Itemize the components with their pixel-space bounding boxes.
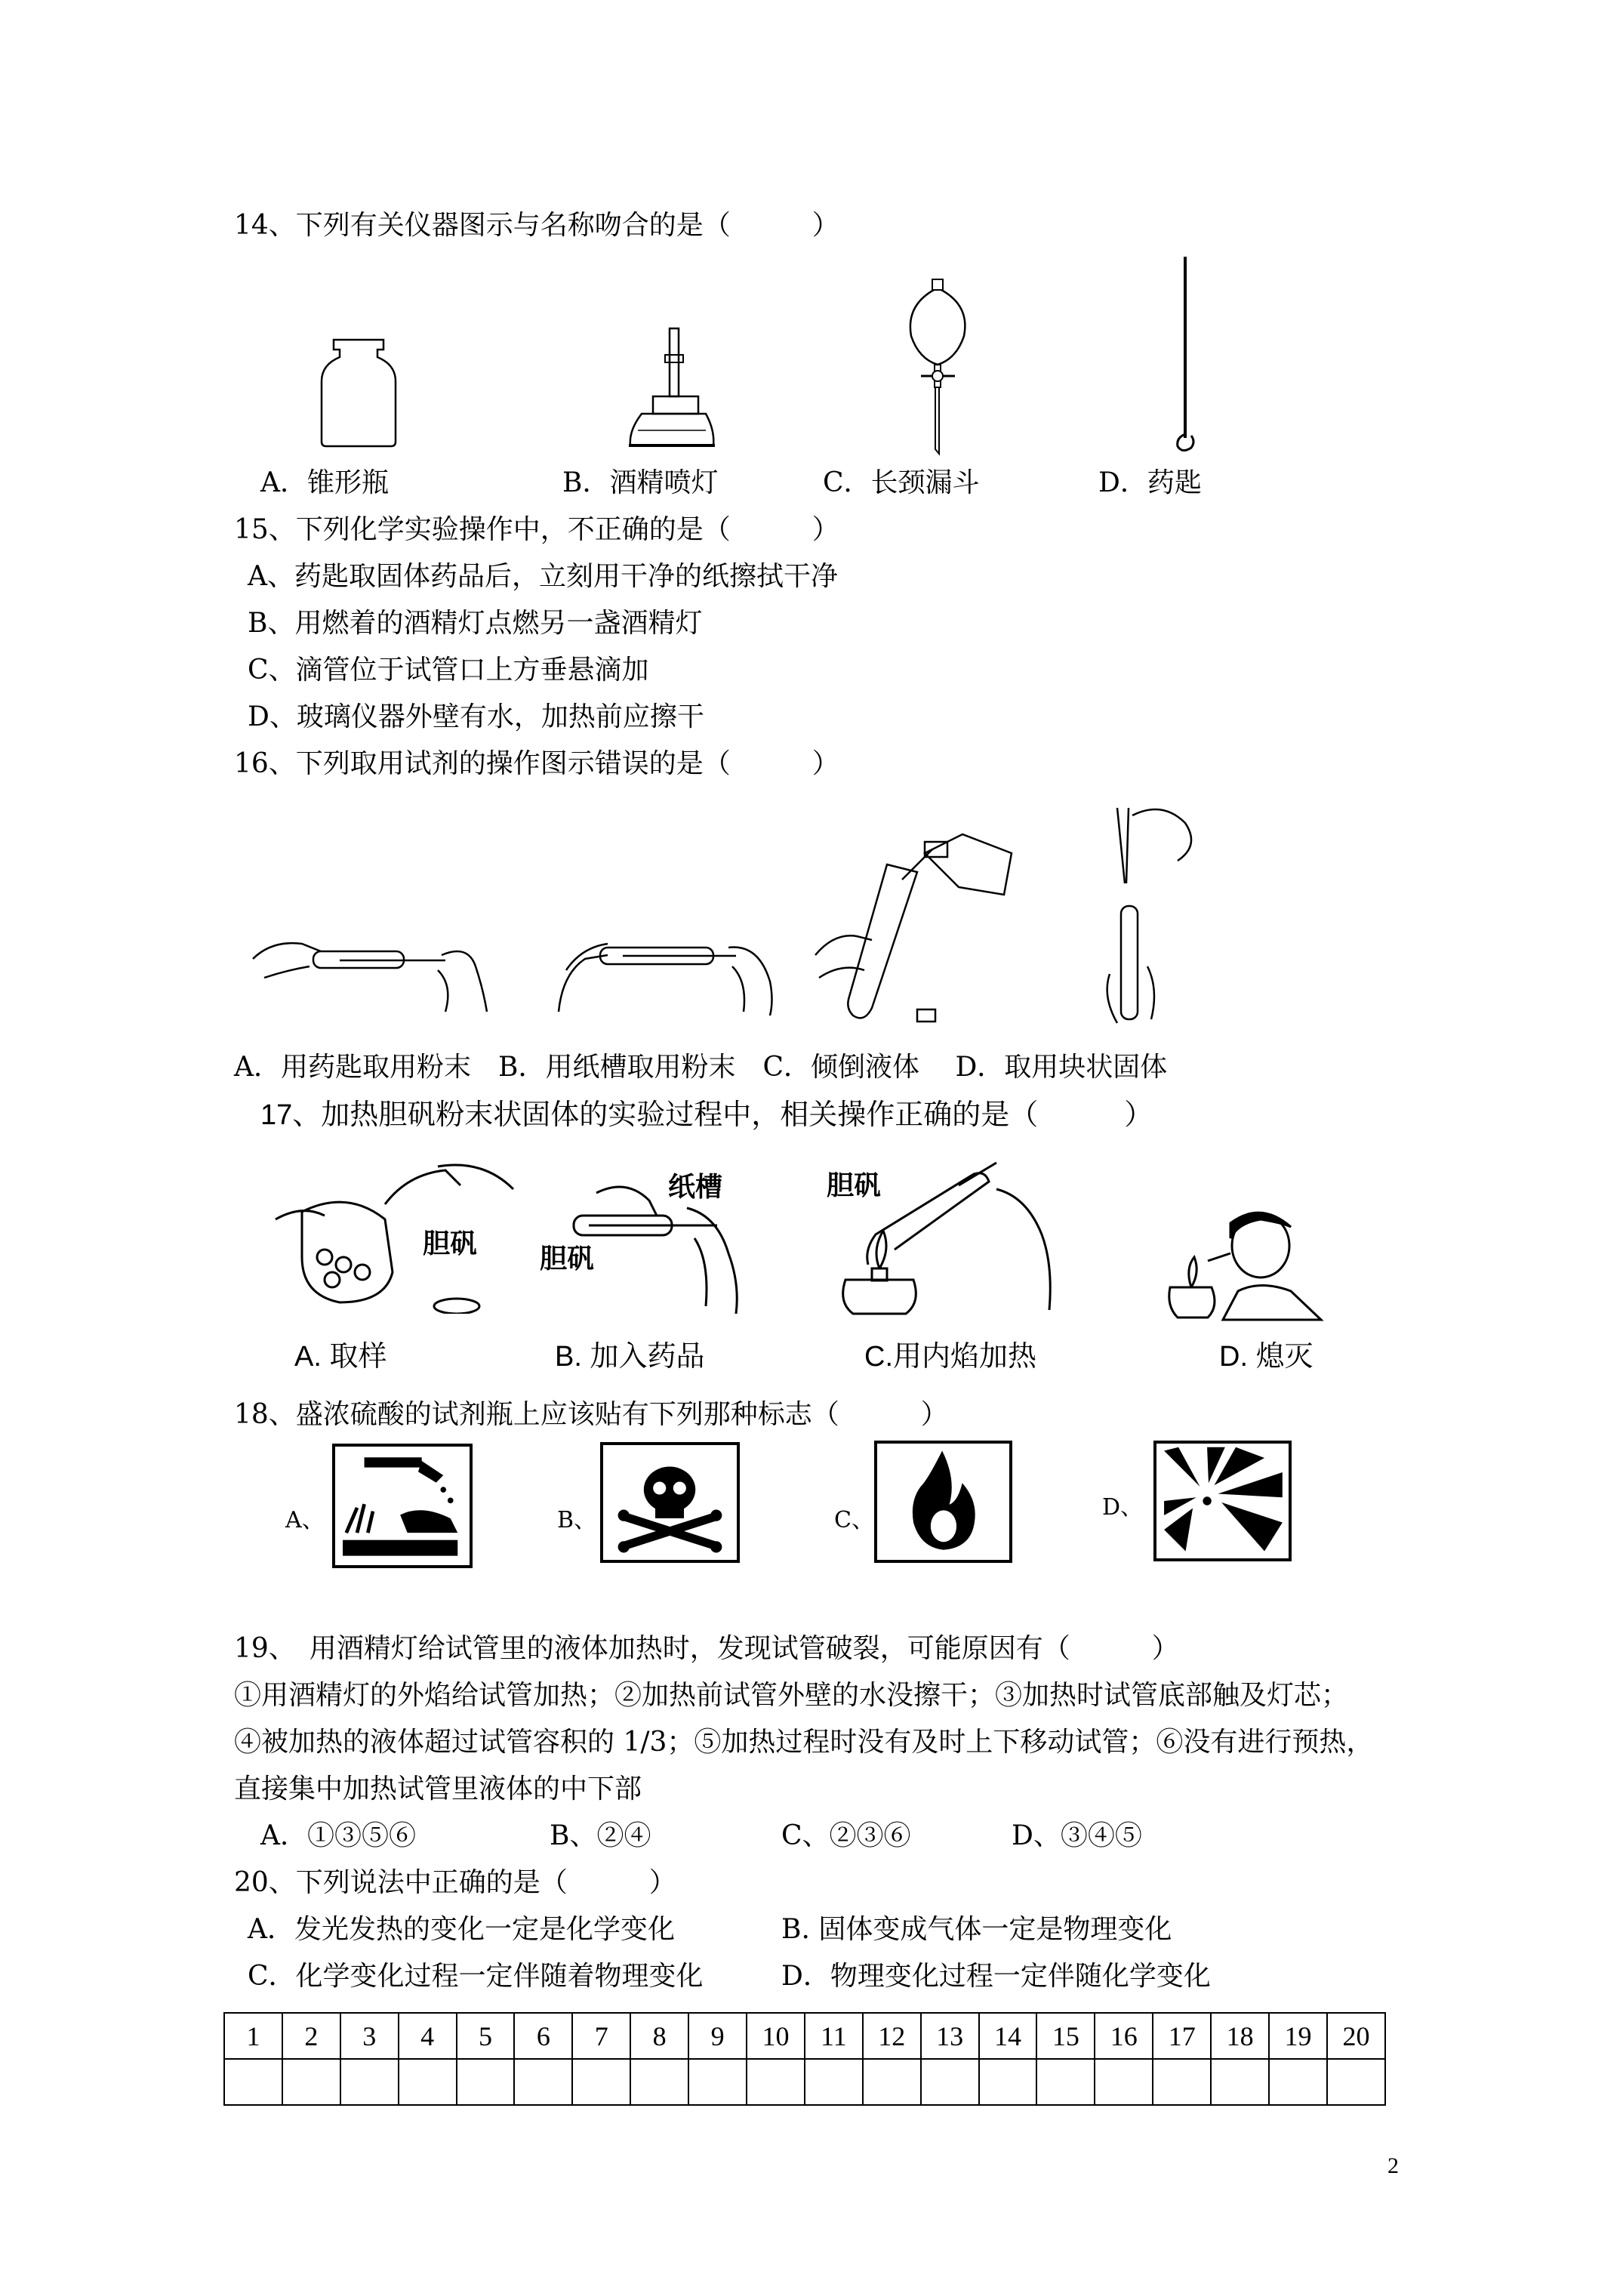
pour-liquid-figure — [812, 812, 1023, 1031]
block-solid-figure — [1095, 800, 1215, 1027]
answer-blank-cell[interactable] — [630, 2059, 688, 2105]
answer-number-cell: 18 — [1211, 2013, 1269, 2059]
answer-blank-cell[interactable] — [688, 2059, 747, 2105]
q17-stem: 17、加热胆矾粉末状固体的实验过程中，相关操作正确的是（ ） — [260, 1099, 1153, 1131]
corrosive-sign — [332, 1444, 473, 1568]
answer-number-cell: 16 — [1095, 2013, 1153, 2059]
answer-number-cell: 6 — [514, 2013, 572, 2059]
q18-option-c: C、 — [834, 1507, 874, 1533]
q15-stem: 15、下列化学实验操作中，不正确的是（ ） — [234, 514, 839, 545]
answer-number-cell: 2 — [282, 2013, 340, 2059]
page-number: 2 — [1387, 2153, 1399, 2178]
spoon-powder-figure — [249, 914, 491, 1019]
q14-option-d: D．药匙 — [1098, 467, 1202, 498]
q19-line-1: ①用酒精灯的外焰给试管加热；②加热前试管外壁的水没擦干；③加热时试管底部触及灯芯； — [234, 1680, 1349, 1711]
spoon-icon — [1163, 253, 1208, 457]
q17-extinguish-figure — [1155, 1208, 1329, 1321]
answer-blank-cell[interactable] — [805, 2059, 863, 2105]
answer-number-cell: 15 — [1036, 2013, 1095, 2059]
q14-option-a: A．锥形瓶 — [260, 467, 389, 498]
answer-blank-cell[interactable] — [514, 2059, 572, 2105]
q15-option-c: C、滴管位于试管口上方垂悬滴加 — [248, 655, 649, 686]
q15-option-d: D、玻璃仪器外壁有水，加热前应擦干 — [248, 701, 704, 732]
explosion-icon — [1156, 1444, 1289, 1558]
q20-stem: 20、下列说法中正确的是（ ） — [234, 1867, 676, 1898]
answer-blank-cell[interactable] — [921, 2059, 979, 2105]
answer-number-cell: 8 — [630, 2013, 688, 2059]
answer-number-cell: 1 — [224, 2013, 282, 2059]
q17-zhicao-label: 纸槽 — [668, 1171, 723, 1202]
q18-option-a: A、 — [285, 1507, 325, 1533]
answer-blank-cell[interactable] — [747, 2059, 805, 2105]
alcohol-burner-figure — [623, 325, 721, 453]
hand-testtube-icon — [249, 914, 491, 1019]
q17-sampling-figure — [272, 1159, 528, 1314]
q15-option-a: A、药匙取固体药品后，立刻用干净的纸擦拭干净 — [248, 561, 838, 592]
answer-number-cell: 9 — [688, 2013, 747, 2059]
skull-crossbones-icon — [603, 1445, 737, 1560]
hand-testtube-icon — [555, 914, 781, 1019]
q19-stem: 19、 用酒精灯给试管里的液体加热时，发现试管破裂，可能原因有（ ） — [234, 1633, 1179, 1664]
pouring-bottle-icon — [812, 812, 1023, 1031]
q15-option-b: B、用燃着的酒精灯点燃另一盏酒精灯 — [248, 608, 703, 639]
answer-blank-cell[interactable] — [282, 2059, 340, 2105]
q16-stem: 16、下列取用试剂的操作图示错误的是（ ） — [234, 748, 839, 779]
answer-blank-cell[interactable] — [399, 2059, 457, 2105]
q14-stem: 14、下列有关仪器图示与名称吻合的是（ ） — [234, 210, 839, 241]
q19-option-a: A．①③⑤⑥ — [260, 1820, 416, 1851]
answer-number-cell: 13 — [921, 2013, 979, 2059]
answer-number-cell: 4 — [399, 2013, 457, 2059]
answer-number-cell: 20 — [1327, 2013, 1385, 2059]
answer-table — [223, 2012, 1386, 2106]
q18-stem: 18、盛浓硫酸的试剂瓶上应该贴有下列那种标志（ ） — [234, 1399, 948, 1430]
q20-option-c: C．化学变化过程一定伴随着物理变化 — [248, 1961, 704, 1992]
tweezers-testtube-icon — [1095, 800, 1215, 1027]
answer-blank-cell[interactable] — [1095, 2059, 1153, 2105]
flammable-sign — [874, 1441, 1012, 1563]
medicine-spoon-figure — [1163, 253, 1208, 457]
answer-blank-cell[interactable] — [1327, 2059, 1385, 2105]
q17-option-b: B. 加入药品 — [555, 1341, 705, 1373]
answer-number-cell: 7 — [572, 2013, 630, 2059]
q17-option-c: C.用内焰加热 — [864, 1341, 1037, 1373]
q19-line-3: 直接集中加热试管里液体的中下部 — [234, 1774, 642, 1804]
q19-option-c: C、②③⑥ — [781, 1820, 911, 1851]
wide-mouth-bottle-figure — [317, 336, 400, 449]
q17-danfan-label-b: 胆矾 — [540, 1243, 595, 1274]
answer-blank-cell[interactable] — [863, 2059, 921, 2105]
answer-number-cell: 12 — [863, 2013, 921, 2059]
sampling-bottle-icon — [272, 1159, 528, 1314]
answer-blank-cell[interactable] — [1153, 2059, 1211, 2105]
q17-danfan-label-a: 胆矾 — [423, 1228, 478, 1259]
separatory-funnel-figure — [902, 276, 974, 457]
answer-number-cell: 10 — [747, 2013, 805, 2059]
blowing-out-lamp-icon — [1155, 1208, 1329, 1321]
q19-option-d: D、③④⑤ — [1012, 1820, 1142, 1851]
q14-option-c: C．长颈漏斗 — [823, 467, 980, 498]
answer-blank-cell[interactable] — [572, 2059, 630, 2105]
q17-option-d: D. 熄灭 — [1219, 1341, 1313, 1373]
flame-icon — [877, 1444, 1009, 1560]
answer-blank-cell[interactable] — [340, 2059, 399, 2105]
q17-option-a: A. 取样 — [294, 1341, 387, 1373]
bottle-icon — [317, 336, 400, 449]
answer-number-cell: 14 — [979, 2013, 1037, 2059]
answer-blank-cell[interactable] — [224, 2059, 282, 2105]
q19-line-2: ④被加热的液体超过试管容积的 1/3；⑤加热过程时没有及时上下移动试管；⑥没有进行预热， — [234, 1727, 1374, 1758]
answer-number-cell: 11 — [805, 2013, 863, 2059]
q16-options: A．用药匙取用粉末 B．用纸槽取用粉末 C．倾倒液体 D．取用块状固体 — [234, 1052, 1168, 1083]
answer-number-cell: 17 — [1153, 2013, 1211, 2059]
q20-option-b: B. 固体变成气体一定是物理变化 — [781, 1914, 1172, 1945]
explosive-sign — [1153, 1441, 1292, 1561]
q17-danfan-label-c: 胆矾 — [827, 1170, 882, 1200]
q20-option-a: A．发光发热的变化一定是化学变化 — [248, 1914, 675, 1945]
funnel-icon — [902, 276, 974, 457]
answer-blank-cell[interactable] — [1211, 2059, 1269, 2105]
corrosive-icon — [335, 1447, 470, 1565]
answer-number-cell: 19 — [1269, 2013, 1327, 2059]
answer-blank-cell[interactable] — [457, 2059, 515, 2105]
answer-blank-cell[interactable] — [1036, 2059, 1095, 2105]
answer-blank-cell[interactable] — [979, 2059, 1037, 2105]
burner-icon — [623, 325, 721, 453]
paper-trough-figure — [555, 914, 781, 1019]
q20-option-d: D．物理变化过程一定伴随化学变化 — [781, 1961, 1211, 1992]
toxic-sign — [600, 1442, 740, 1563]
answer-blank-cell[interactable] — [1269, 2059, 1327, 2105]
q18-option-d: D、 — [1102, 1494, 1144, 1521]
answer-table-header-row — [224, 2013, 1385, 2059]
q14-option-b: B．酒精喷灯 — [562, 467, 719, 498]
answer-table-blank-row — [224, 2059, 1385, 2105]
answer-number-cell: 5 — [457, 2013, 515, 2059]
q18-option-b: B、 — [557, 1507, 597, 1533]
answer-number-cell: 3 — [340, 2013, 399, 2059]
q19-option-b: B、②④ — [550, 1820, 651, 1851]
